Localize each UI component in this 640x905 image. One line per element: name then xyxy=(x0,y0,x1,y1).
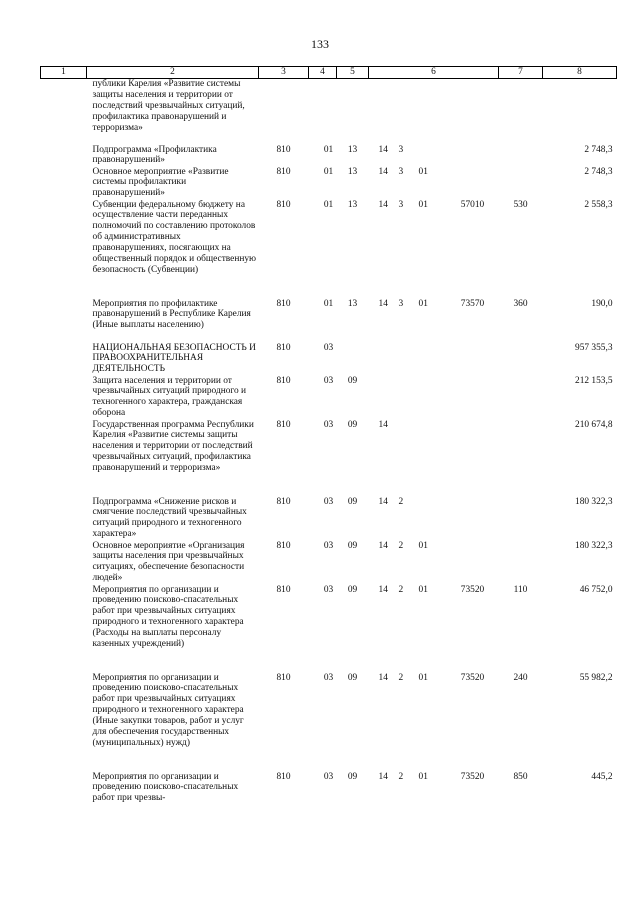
cell-sub: 09 xyxy=(347,584,358,595)
cell-sub: 13 xyxy=(347,199,358,210)
cell-prg: 14 xyxy=(378,584,388,595)
cell-prg: 14 xyxy=(378,419,388,430)
cell-sec: 01 xyxy=(323,166,334,177)
cell-sec: 03 xyxy=(323,419,334,430)
header-col-2: 2 xyxy=(87,67,259,79)
cell-ved: 810 xyxy=(276,375,291,386)
header-col-3: 3 xyxy=(259,67,309,79)
cell-sub: 13 xyxy=(347,144,358,155)
cell-name: Защита населения и территории от чрезвычайных ситуаций природного и техногенного характера, гражданская оборона xyxy=(92,375,247,419)
cell-code: 73520 xyxy=(460,672,485,683)
cell-pd: 3 xyxy=(398,199,404,210)
cell-code xyxy=(447,497,499,541)
cell-ved: 810 xyxy=(276,771,291,782)
cell-nap: 01 xyxy=(418,672,428,683)
cell-name: Мероприятия по организации и проведению поисково-спасательных работ при чрезвычайных ситуациях природного и техногенного характера (Расходы на выплаты персоналу казенных учреждений) xyxy=(92,584,244,650)
cell-name: НАЦИОНАЛЬНАЯ БЕЗОПАСНОСТЬ И ПРАВООХРАНИТЕЛЬНАЯ ДЕЯТЕЛЬНОСТЬ xyxy=(92,342,256,375)
cell-code xyxy=(447,376,499,420)
cell-pd xyxy=(399,376,419,420)
cell-ved: 810 xyxy=(276,584,291,595)
cell-num xyxy=(41,167,87,200)
cell-nap: 01 xyxy=(418,166,428,177)
cell-vr: 530 xyxy=(513,199,528,210)
cell-num xyxy=(41,79,87,145)
cell-nap xyxy=(419,145,447,167)
cell-sum: 190,0 xyxy=(591,298,613,309)
cell-ved: 810 xyxy=(276,672,291,683)
cell-nap xyxy=(419,420,447,497)
table-row xyxy=(41,200,617,299)
cell-sec: 03 xyxy=(323,375,334,386)
cell-sub: 09 xyxy=(347,496,358,507)
cell-sum: 55 982,2 xyxy=(579,672,613,683)
cell-nap: 01 xyxy=(418,199,428,210)
cell-num xyxy=(41,343,87,376)
cell-vr xyxy=(499,376,543,420)
cell-code xyxy=(447,541,499,585)
cell-pd: 3 xyxy=(398,298,404,309)
cell-num xyxy=(41,541,87,585)
cell-code xyxy=(447,145,499,167)
cell-prg xyxy=(369,343,399,376)
page-number: 133 xyxy=(311,37,329,51)
cell-vr xyxy=(499,145,543,167)
cell-prg: 14 xyxy=(378,298,388,309)
cell-name: Подпрограмма «Профилактика правонарушений» xyxy=(92,144,217,166)
cell-prg xyxy=(369,79,399,145)
cell-vr xyxy=(499,420,543,497)
cell-vr: 850 xyxy=(513,771,528,782)
cell-ved: 810 xyxy=(276,342,291,353)
table-row xyxy=(41,145,617,167)
cell-sec: 01 xyxy=(323,144,334,155)
cell-ved: 810 xyxy=(276,540,291,551)
cell-prg: 14 xyxy=(378,166,388,177)
header-col-8: 8 xyxy=(543,67,617,79)
table-row xyxy=(41,585,617,673)
cell-vr: 110 xyxy=(513,584,528,595)
header-col-4: 4 xyxy=(309,67,337,79)
cell-sum: 2 748,3 xyxy=(584,166,613,177)
cell-sub: 09 xyxy=(347,540,358,551)
cell-num xyxy=(41,145,87,167)
cell-num xyxy=(41,772,87,805)
cell-sec: 03 xyxy=(323,672,334,683)
cell-sum: 180 322,3 xyxy=(575,496,613,507)
cell-name: Основное мероприятие «Организация защиты населения при чрезвычайных ситуациях, обеспечение безопасности людей» xyxy=(92,540,245,584)
cell-num xyxy=(41,420,87,497)
cell-sub: 09 xyxy=(347,672,358,683)
cell-sec: 03 xyxy=(323,540,334,551)
cell-prg: 14 xyxy=(378,496,388,507)
cell-prg: 14 xyxy=(378,771,388,782)
cell-ved: 810 xyxy=(276,298,291,309)
cell-sub xyxy=(337,343,369,376)
table-row xyxy=(41,343,617,376)
cell-sum: 180 322,3 xyxy=(575,540,613,551)
cell-nap: 01 xyxy=(418,540,428,551)
cell-prg xyxy=(369,376,399,420)
cell-name: Подпрограмма «Снижение рисков и смягчение последствий чрезвычайных ситуаций природного и техногенного характера» xyxy=(92,496,247,540)
cell-sec: 03 xyxy=(323,496,334,507)
cell-vr xyxy=(499,167,543,200)
cell-pd: 2 xyxy=(398,540,404,551)
cell-code: 57010 xyxy=(460,199,485,210)
table-body xyxy=(41,79,617,805)
table-row xyxy=(41,497,617,541)
cell-prg: 14 xyxy=(378,199,388,210)
cell-sec: 01 xyxy=(323,298,334,309)
cell-name: публики Карелия «Развитие системы защиты населения и территории от последствий чрезвычайных ситуаций, профилактика правонарушений и терроризма» xyxy=(92,79,245,133)
cell-sum: 445,2 xyxy=(591,771,613,782)
cell-sum: 46 752,0 xyxy=(579,584,613,595)
cell-vr xyxy=(499,343,543,376)
cell-name: Мероприятия по организации и проведению поисково-спасательных работ при чрезвычайных ситуациях природного и техногенного характера (Иные закупки товаров, работ и услуг для обеспечения государственных (муниципальных) нужд) xyxy=(92,672,244,748)
cell-sum: 212 153,5 xyxy=(575,375,613,386)
cell-name: Основное мероприятие «Развитие системы профилактики правонарушений» xyxy=(92,166,229,199)
cell-prg: 14 xyxy=(378,144,388,155)
cell-num xyxy=(41,200,87,299)
cell-vr: 240 xyxy=(513,672,528,683)
cell-code xyxy=(447,343,499,376)
cell-pd: 2 xyxy=(398,584,404,595)
table-row xyxy=(41,299,617,343)
cell-ved: 810 xyxy=(276,419,291,430)
cell-nap: 01 xyxy=(418,584,428,595)
header-col-1: 1 xyxy=(41,67,87,79)
cell-name: Субвенции федеральному бюджету на осуществление части переданных полномочий по составлению протоколов об административных правонарушениях, посягающих на общественный порядок и общественную безопасность (Субвенции) xyxy=(92,199,257,275)
cell-sec: 01 xyxy=(323,199,334,210)
cell-vr: 360 xyxy=(513,298,528,309)
cell-name: Мероприятия по организации и проведению поисково-спасательных работ при чрезвы- xyxy=(92,771,239,804)
cell-sec: 03 xyxy=(323,584,334,595)
cell-prg: 14 xyxy=(378,672,388,683)
cell-code: 73520 xyxy=(460,771,485,782)
cell-ved: 810 xyxy=(276,144,291,155)
budget-table xyxy=(40,66,617,805)
cell-pd: 2 xyxy=(398,672,404,683)
cell-vr xyxy=(499,79,543,145)
header-col-6: 6 xyxy=(369,67,499,79)
table-row xyxy=(41,79,617,145)
cell-ved: 810 xyxy=(276,166,291,177)
cell-sub xyxy=(337,79,369,145)
cell-sum: 957 355,3 xyxy=(575,342,613,353)
cell-code xyxy=(447,167,499,200)
table-row xyxy=(41,167,617,200)
cell-code xyxy=(447,420,499,497)
cell-pd xyxy=(399,420,419,497)
cell-num xyxy=(41,673,87,772)
cell-nap: 01 xyxy=(418,298,428,309)
cell-ved: 810 xyxy=(276,199,291,210)
cell-sec xyxy=(309,79,337,145)
cell-ved: 810 xyxy=(276,496,291,507)
cell-nap: 01 xyxy=(418,771,428,782)
cell-sub: 09 xyxy=(347,375,358,386)
cell-num xyxy=(41,376,87,420)
cell-sub: 09 xyxy=(347,419,358,430)
header-row xyxy=(41,67,617,79)
cell-pd: 3 xyxy=(398,144,404,155)
table-row xyxy=(41,772,617,805)
cell-nap xyxy=(419,497,447,541)
table-row xyxy=(41,420,617,497)
cell-sub: 09 xyxy=(347,771,358,782)
cell-pd: 2 xyxy=(398,496,404,507)
cell-code: 73520 xyxy=(460,584,485,595)
cell-vr xyxy=(499,541,543,585)
cell-code xyxy=(447,79,499,145)
cell-sum: 2 748,3 xyxy=(584,144,613,155)
cell-pd xyxy=(399,343,419,376)
header-col-7: 7 xyxy=(499,67,543,79)
table-row xyxy=(41,376,617,420)
cell-sub: 13 xyxy=(347,166,358,177)
cell-vr xyxy=(499,497,543,541)
cell-name: Государственная программа Республики Карелия «Развитие системы защиты населения и территории от последствий чрезвычайных ситуаций, профилактика правонарушений и терроризма» xyxy=(92,419,254,474)
cell-sec: 03 xyxy=(323,771,334,782)
cell-pd xyxy=(399,79,419,145)
cell-sum: 210 674,8 xyxy=(575,419,613,430)
cell-sum: 2 558,3 xyxy=(584,199,613,210)
table-row xyxy=(41,541,617,585)
cell-sum xyxy=(543,79,617,145)
cell-code: 73570 xyxy=(460,298,485,309)
cell-nap xyxy=(419,343,447,376)
header-col-5: 5 xyxy=(337,67,369,79)
cell-pd: 3 xyxy=(398,166,404,177)
cell-pd: 2 xyxy=(398,771,404,782)
cell-sub: 13 xyxy=(347,298,358,309)
cell-sec: 03 xyxy=(323,342,334,353)
cell-num xyxy=(41,585,87,673)
cell-num xyxy=(41,497,87,541)
cell-prg: 14 xyxy=(378,540,388,551)
cell-name: Мероприятия по профилактике правонарушений в Республике Карелия (Иные выплаты населению) xyxy=(92,298,251,331)
cell-num xyxy=(41,299,87,343)
cell-nap xyxy=(419,376,447,420)
cell-nap xyxy=(419,79,447,145)
table-row xyxy=(41,673,617,772)
cell-ved xyxy=(259,79,309,145)
